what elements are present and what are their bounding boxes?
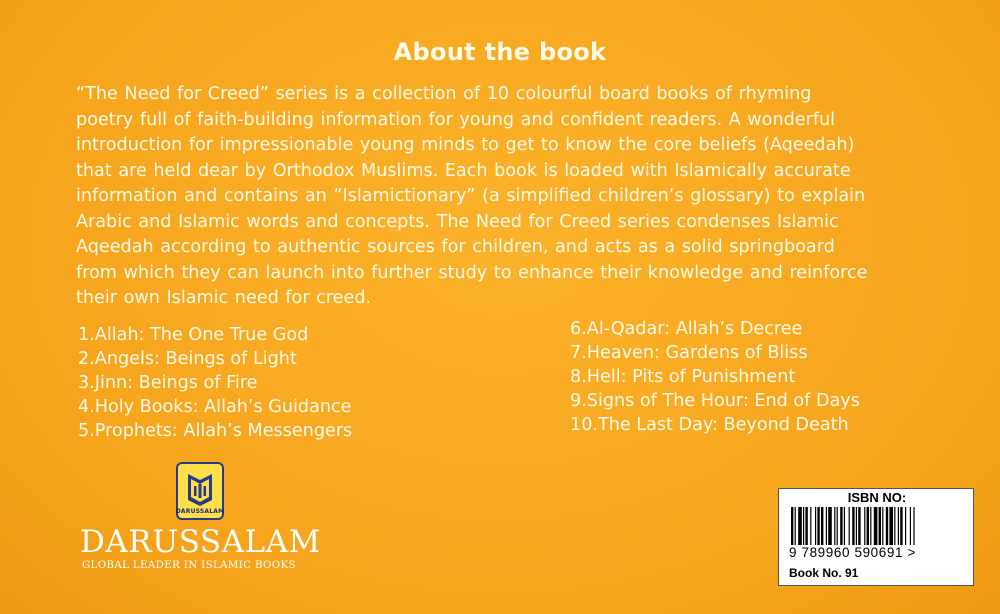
barcode-bar [910, 507, 911, 545]
barcode-bar [844, 507, 845, 545]
barcode-bar [791, 507, 793, 545]
about-line: introduction for impressionable young minds to get to know the core beliefs (Aqeedah) [76, 135, 855, 155]
list-item: 2.Angels: Beings of Light [78, 349, 297, 369]
barcode-bar [798, 507, 802, 545]
barcode-bar [879, 507, 881, 545]
list-item: 3.Jinn: Beings of Fire [78, 373, 258, 393]
barcode-bar [840, 507, 842, 545]
barcode-bar [905, 507, 906, 545]
about-line: Arabic and Islamic words and concepts. The Need for Creed series condenses Islamic [76, 211, 839, 232]
barcode-bar [864, 507, 865, 545]
barcode-bar [913, 507, 914, 545]
about-line: from which they can launch into further study to enhance their knowledge and reinforce [76, 262, 868, 283]
about-paragraph [76, 82, 926, 312]
barcode-bar [817, 507, 819, 545]
barcode-bar [900, 507, 902, 545]
barcode-bar [856, 507, 857, 545]
barcode-bar [828, 507, 832, 545]
barcode-bar [834, 507, 835, 545]
barcode-bar [867, 507, 869, 545]
about-line: “The Need for Creed” series is a collection of 10 colourful board books of rhyming [76, 84, 812, 104]
isbn-label: ISBN NO: [847, 490, 907, 505]
book-number: Book No. 91 [789, 566, 859, 580]
publisher-name: DARUSSALAM [80, 524, 321, 560]
barcode-bar [889, 507, 893, 545]
list-item: 9.Signs of The Hour: End of Days [570, 391, 860, 411]
publisher-logo [176, 462, 224, 520]
barcode-bar [874, 507, 878, 545]
about-line: that are held dear by Orthodox Muslims. Each book is loaded with Islamically accurate [76, 160, 851, 181]
barcode-bar [815, 507, 816, 545]
barcode-bar [810, 507, 811, 545]
barcode-bar [803, 507, 804, 545]
isbn-label-box [778, 488, 974, 586]
list-item: 5.Prophets: Allah’s Messengers [78, 421, 353, 441]
barcode-bar [870, 507, 871, 545]
book-list-right [570, 317, 860, 437]
barcode-bar [852, 507, 854, 545]
list-item: 1.Allah: The One True God [78, 325, 309, 345]
barcode-icon [791, 507, 963, 545]
barcode-bar [858, 507, 860, 545]
book-list-left [78, 323, 352, 443]
list-item: 7.Heaven: Gardens of Bliss [570, 343, 808, 363]
isbn-number: 9 789960 590691 > [789, 545, 916, 560]
about-line: poetry full of faith-building information for young and confident readers. A wonderful [76, 109, 836, 130]
book-emblem-icon [182, 470, 218, 508]
list-item: 6.Al-Qadar: Allah’s Decree [570, 319, 803, 339]
about-line: information and contains an “Islamictionary” (a simplified children’s glossary) to explain [76, 186, 866, 206]
about-line: Aqeedah according to authentic sources for children, and acts as a solid springboard [76, 237, 835, 257]
barcode-bar [821, 507, 823, 545]
list-item: 8.Hell: Pits of Punishment [570, 367, 796, 387]
about-line: their own Islamic need for creed. [76, 288, 372, 308]
barcode-bar [882, 507, 883, 545]
list-item: 10.The Last Day: Beyond Death [570, 415, 849, 435]
barcode-bar [849, 507, 850, 545]
publisher-tagline: GLOBAL LEADER IN ISLAMIC BOOKS [82, 560, 296, 571]
list-item: 4.Holy Books: Allah’s Guidance [78, 397, 352, 417]
barcode-bar [898, 507, 899, 545]
page-title: About the book [393, 38, 607, 66]
barcode-bar [894, 507, 895, 545]
barcode-bar [837, 507, 838, 545]
barcode-bar [805, 507, 807, 545]
logo-text: DARUSSALAM [175, 508, 225, 515]
barcode-bar [826, 507, 827, 545]
barcode-bar [886, 507, 888, 545]
barcode-bar [795, 507, 796, 545]
